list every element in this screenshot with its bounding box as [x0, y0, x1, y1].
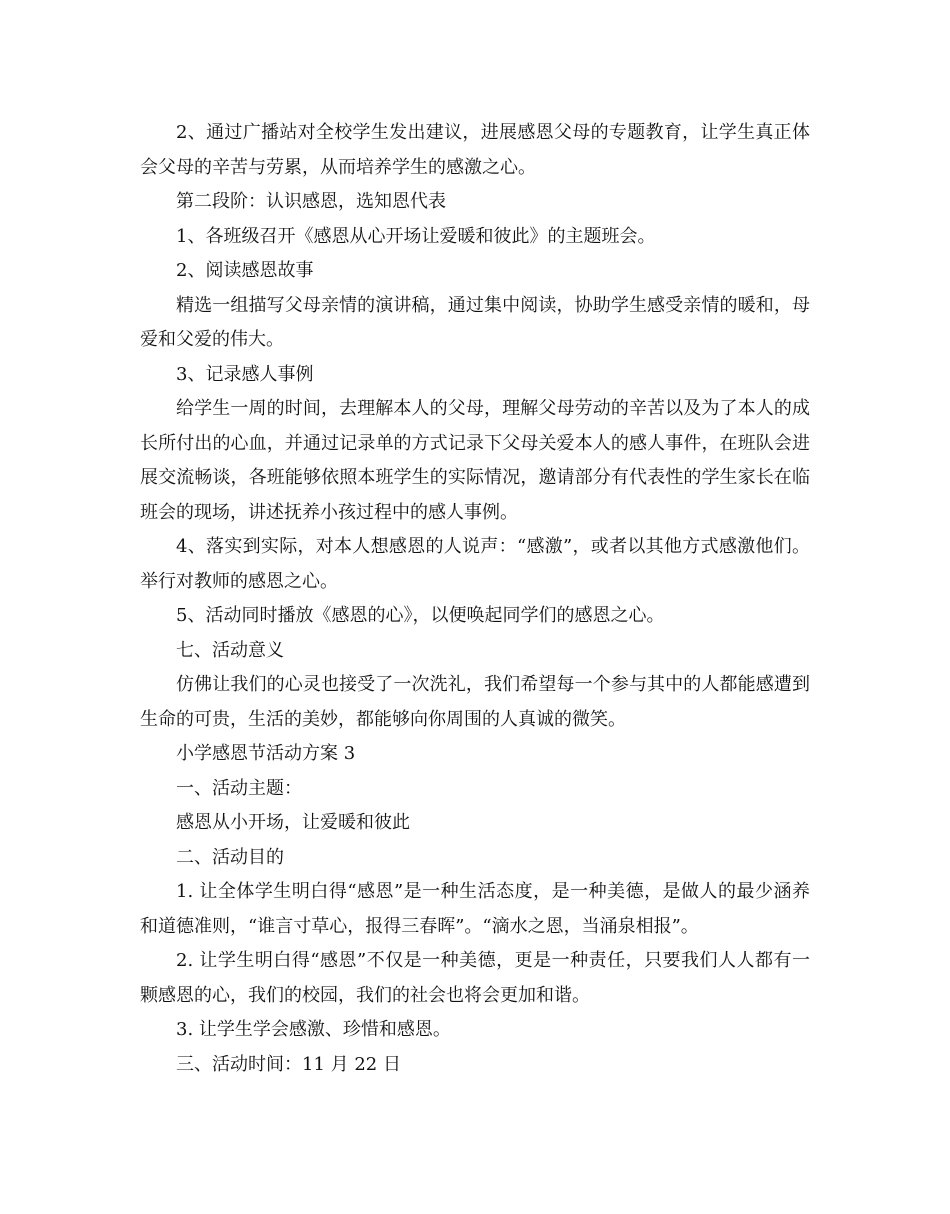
document-body [140, 116, 810, 1082]
paragraph-purpose-two: 2. 让学生明白得“感恩”不仅是一种美德，更是一种责任，只要我们人人都有一颗感恩的心，我们的校园，我们的社会也将会更加和谐。 [140, 950, 810, 1006]
paragraph-plan-title: 小学感恩节活动方案 3 [176, 743, 356, 764]
paragraph-class-meeting: 1、各班级召开《感恩从心开场让爱暖和彼此》的主题班会。 [176, 225, 656, 247]
paragraph-stage-two-heading: 第二段阶：认识感恩，选知恩代表 [176, 191, 446, 212]
paragraph-purpose-one: 1. 让全体学生明白得“感恩”是一种生活态度，是一种美德，是做人的最少涵养和道德准则，“谁言寸草心，报得三春晖”。“滴水之恩，当涌泉相报”。 [140, 881, 810, 937]
paragraph-purpose-three: 3. 让学生学会感激、珍惜和感恩。 [176, 1019, 451, 1040]
paragraph-significance: 仿佛让我们的心灵也接受了一次洗礼，我们希望每一个参与其中的人都能感遭到生命的可贵，生活的美妙，都能够向你周围的人真诚的微笑。 [140, 674, 810, 730]
paragraph-read-stories-heading: 2、阅读感恩故事 [176, 260, 314, 281]
paragraph-time: 三、活动时间：11 月 22 日 [176, 1053, 401, 1075]
paragraph-record-heading: 3、记录感人事例 [176, 363, 314, 385]
paragraph-practice-thanks: 4、落实到实际，对本人想感恩的人说声：“感激”，或者以其他方式感激他们。举行对教师的感恩之心。 [140, 536, 810, 592]
paragraph-broadcast-proposal: 2、通过广播站对全校学生发出建议，进展感恩父母的专题教育，让学生真正体会父母的辛苦与劳累，从而培养学生的感激之心。 [140, 122, 810, 178]
paragraph-significance-heading: 七、活动意义 [176, 639, 284, 661]
paragraph-purpose-heading: 二、活动目的 [176, 846, 284, 868]
paragraph-theme-heading: 一、活动主题： [176, 777, 302, 799]
paragraph-theme: 感恩从小开场，让爱暖和彼此 [176, 812, 410, 833]
paragraph-record-details: 给学生一周的时间，去理解本人的父母，理解父母劳动的辛苦以及为了本人的成长所付出的心血，并通过记录单的方式记录下父母关爱本人的感人事件，在班队会进展交流畅谈，各班能够依照本班学生的实际情况，邀请部分有代表性的学生家长在临班会的现场，讲述抚养小孩过程中的感人事例。 [140, 398, 810, 523]
paragraph-play-song: 5、活动同时播放《感恩的心》，以便唤起同学们的感恩之心。 [176, 605, 665, 626]
paragraph-read-stories: 精选一组描写父母亲情的演讲稿，通过集中阅读，协助学生感受亲情的暖和，母爱和父爱的伟大。 [140, 294, 810, 350]
